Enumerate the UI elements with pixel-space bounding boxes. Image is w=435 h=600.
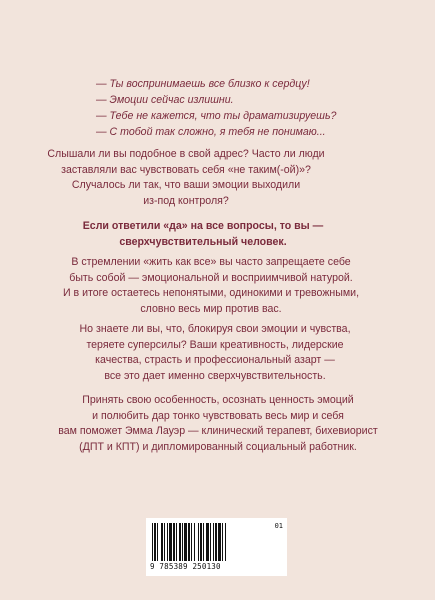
text-line: и полюбить дар тонко чувствовать весь мир и себя	[92, 409, 344, 422]
text-line: из-под контроля?	[143, 194, 229, 207]
text-line: (ДПТ и КПТ) и дипломированный социальный работник.	[79, 440, 357, 453]
barcode-number: 9 785389 250130	[150, 562, 221, 571]
quote-list	[96, 76, 376, 140]
text-line: Случалось ли так, что ваши эмоции выходили	[71, 179, 301, 191]
paragraph-highlight	[55, 219, 351, 250]
text-line: Принять свою особенность, осознать ценность эмоций	[82, 394, 354, 406]
quote-line: — Тебе не кажется, что ты драматизируешь?	[96, 110, 337, 122]
barcode-addon: 01	[274, 522, 283, 530]
quote-line: — Эмоции сейчас излишни.	[96, 94, 234, 106]
text-line: быть собой — эмоциональной и восприимчивой натурой.	[69, 271, 353, 284]
text-line: Но знаете ли вы, что, блокируя свои эмоции и чувства,	[79, 323, 351, 335]
paragraph-living-like-everyone	[56, 255, 366, 317]
text-line: И в итоге остаетесь непонятыми, одинокими и тревожными,	[62, 287, 360, 299]
text-line: сверхчувствительный человек.	[119, 235, 287, 248]
paragraph-author	[48, 393, 388, 455]
text-line: качества, страсть и профессиональный азарт —	[95, 354, 335, 366]
quote-line: — Ты воспринимаешь все близко к сердцу!	[96, 78, 310, 90]
barcode-bars-icon	[152, 523, 264, 561]
text-line: вам поможет Эмма Лауэр — клинический терапевт, бихевиорист	[58, 425, 378, 437]
text-line: Слышали ли вы подобное в свой адрес? Часто ли люди	[47, 148, 325, 160]
paragraph-superpowers	[60, 322, 370, 384]
text-line: все это дает именно сверхчувствительность.	[104, 369, 326, 382]
text-line: В стремлении «жить как все» вы часто запрещаете себе	[71, 256, 351, 268]
text-line: словно весь мир против вас.	[140, 302, 282, 315]
paragraph-questions	[36, 147, 336, 209]
text-line: теряете суперсилы? Ваши креативность, лидерские	[86, 338, 344, 351]
isbn-barcode	[146, 518, 287, 576]
text-line: Если ответили «да» на все вопросы, то вы —	[82, 220, 324, 232]
text-line: заставляли вас чувствовать себя «не таким(-ой)»?	[61, 163, 311, 176]
quote-line: — С тобой так сложно, я тебя не понимаю...	[96, 126, 326, 138]
